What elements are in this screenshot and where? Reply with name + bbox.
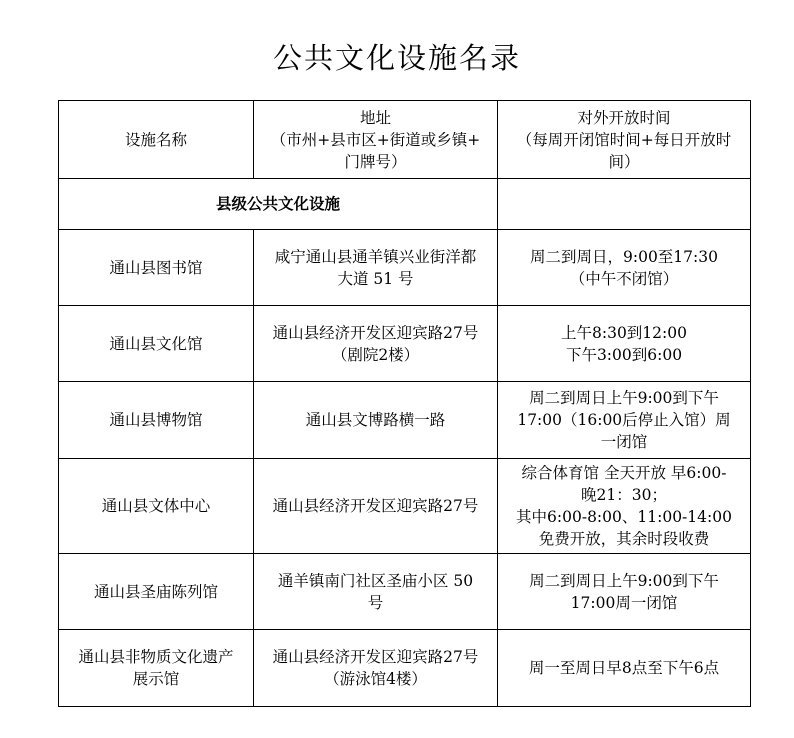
facility-name-cell: [59, 630, 254, 707]
facility-name: 通山县非物质文化遗产: [78, 648, 234, 666]
facility-name: 展示馆: [132, 670, 180, 688]
section-label: 县级公共文化设施: [215, 194, 340, 213]
address-line: 号: [367, 593, 384, 612]
facility-name-cell: [59, 306, 254, 382]
hours-line: 周二到周日，9:00至17:30: [530, 247, 718, 266]
table-row: [59, 630, 751, 707]
facility-name: 通山县博物馆: [109, 411, 203, 429]
hours-line: 一闭馆: [600, 433, 648, 451]
hours-cell: [498, 459, 751, 554]
header-name-text: 设施名称: [124, 130, 187, 149]
table-row: [59, 306, 751, 382]
facility-name-cell: [59, 230, 254, 306]
facility-name: 通山县文化馆: [109, 334, 203, 353]
facility-name: 通山县圣庙陈列馆: [93, 582, 218, 601]
hours-line: 17:00（16:00后停止入馆）周: [517, 411, 731, 429]
address-cell: [254, 554, 498, 630]
header-address-line: 地址: [359, 108, 391, 127]
header-address: [254, 101, 498, 179]
header-hours-line: （每周开闭馆时间+每日开放时: [516, 130, 732, 149]
address-line: 通山县文博路横一路: [305, 411, 446, 429]
address-line: （游泳馆4楼）: [324, 670, 427, 688]
facility-name: 通山县图书馆: [109, 258, 203, 277]
table-row: [59, 382, 751, 459]
address-cell: [254, 382, 498, 459]
header-hours-line: 间）: [608, 152, 640, 171]
page-title: 公共文化设施名录: [272, 41, 521, 75]
section-row: [59, 179, 751, 230]
hours-line: 上午8:30到12:00: [561, 323, 687, 342]
header-address-line: 门牌号）: [344, 152, 407, 171]
hours-line: 周二到周日上午9:00到下午: [529, 571, 719, 590]
address-cell: [254, 230, 498, 306]
hours-line: 免费开放，其余时段收费: [538, 530, 710, 548]
address-line: 通山县经济开发区迎宾路27号: [272, 323, 479, 342]
facility-name-cell: [59, 382, 254, 459]
hours-line: 晚21：30；: [581, 486, 667, 504]
address-line: 通羊镇南门社区圣庙小区 50: [277, 571, 474, 590]
hours-cell: [498, 382, 751, 459]
hours-cell: [498, 554, 751, 630]
hours-line: 17:00周一闭馆: [570, 593, 678, 612]
hours-line: 综合体育馆 全天开放 早6:00-: [521, 464, 727, 482]
address-line: 通山县经济开发区迎宾路27号: [272, 497, 479, 515]
header-address-line: （市州+县市区+街道或乡镇+: [270, 130, 481, 149]
hours-cell: [498, 306, 751, 382]
address-line: （剧院2楼）: [331, 345, 420, 364]
hours-line: 周二到周日上午9:00到下午: [529, 389, 719, 407]
table-header-row: [59, 101, 751, 179]
table-row: [59, 230, 751, 306]
table-row: [59, 459, 751, 554]
hours-line: 周一至周日早8点至下午6点: [528, 659, 720, 677]
hours-cell: [498, 230, 751, 306]
header-opening-hours: [498, 101, 751, 179]
header-facility-name: [59, 101, 254, 179]
hours-line: 其中6:00-8:00、11:00-14:00: [516, 508, 732, 526]
table-row: [59, 554, 751, 630]
hours-line: 下午3:00到6:00: [565, 345, 683, 364]
section-empty-cell: [498, 179, 751, 230]
facility-name-cell: [59, 554, 254, 630]
address-cell: [254, 630, 498, 707]
section-label-cell: [59, 179, 498, 230]
address-line: 大道 51 号: [337, 269, 414, 288]
header-hours-line: 对外开放时间: [577, 108, 671, 127]
facility-name-cell: [59, 459, 254, 554]
facility-table: [58, 100, 751, 707]
address-line: 咸宁通山县通羊镇兴业街洋都: [274, 247, 477, 266]
address-line: 通山县经济开发区迎宾路27号: [272, 648, 479, 666]
facility-name: 通山县文体中心: [101, 497, 211, 515]
hours-cell: [498, 630, 751, 707]
address-cell: [254, 459, 498, 554]
address-cell: [254, 306, 498, 382]
hours-line: （中午不闭馆）: [569, 269, 679, 288]
